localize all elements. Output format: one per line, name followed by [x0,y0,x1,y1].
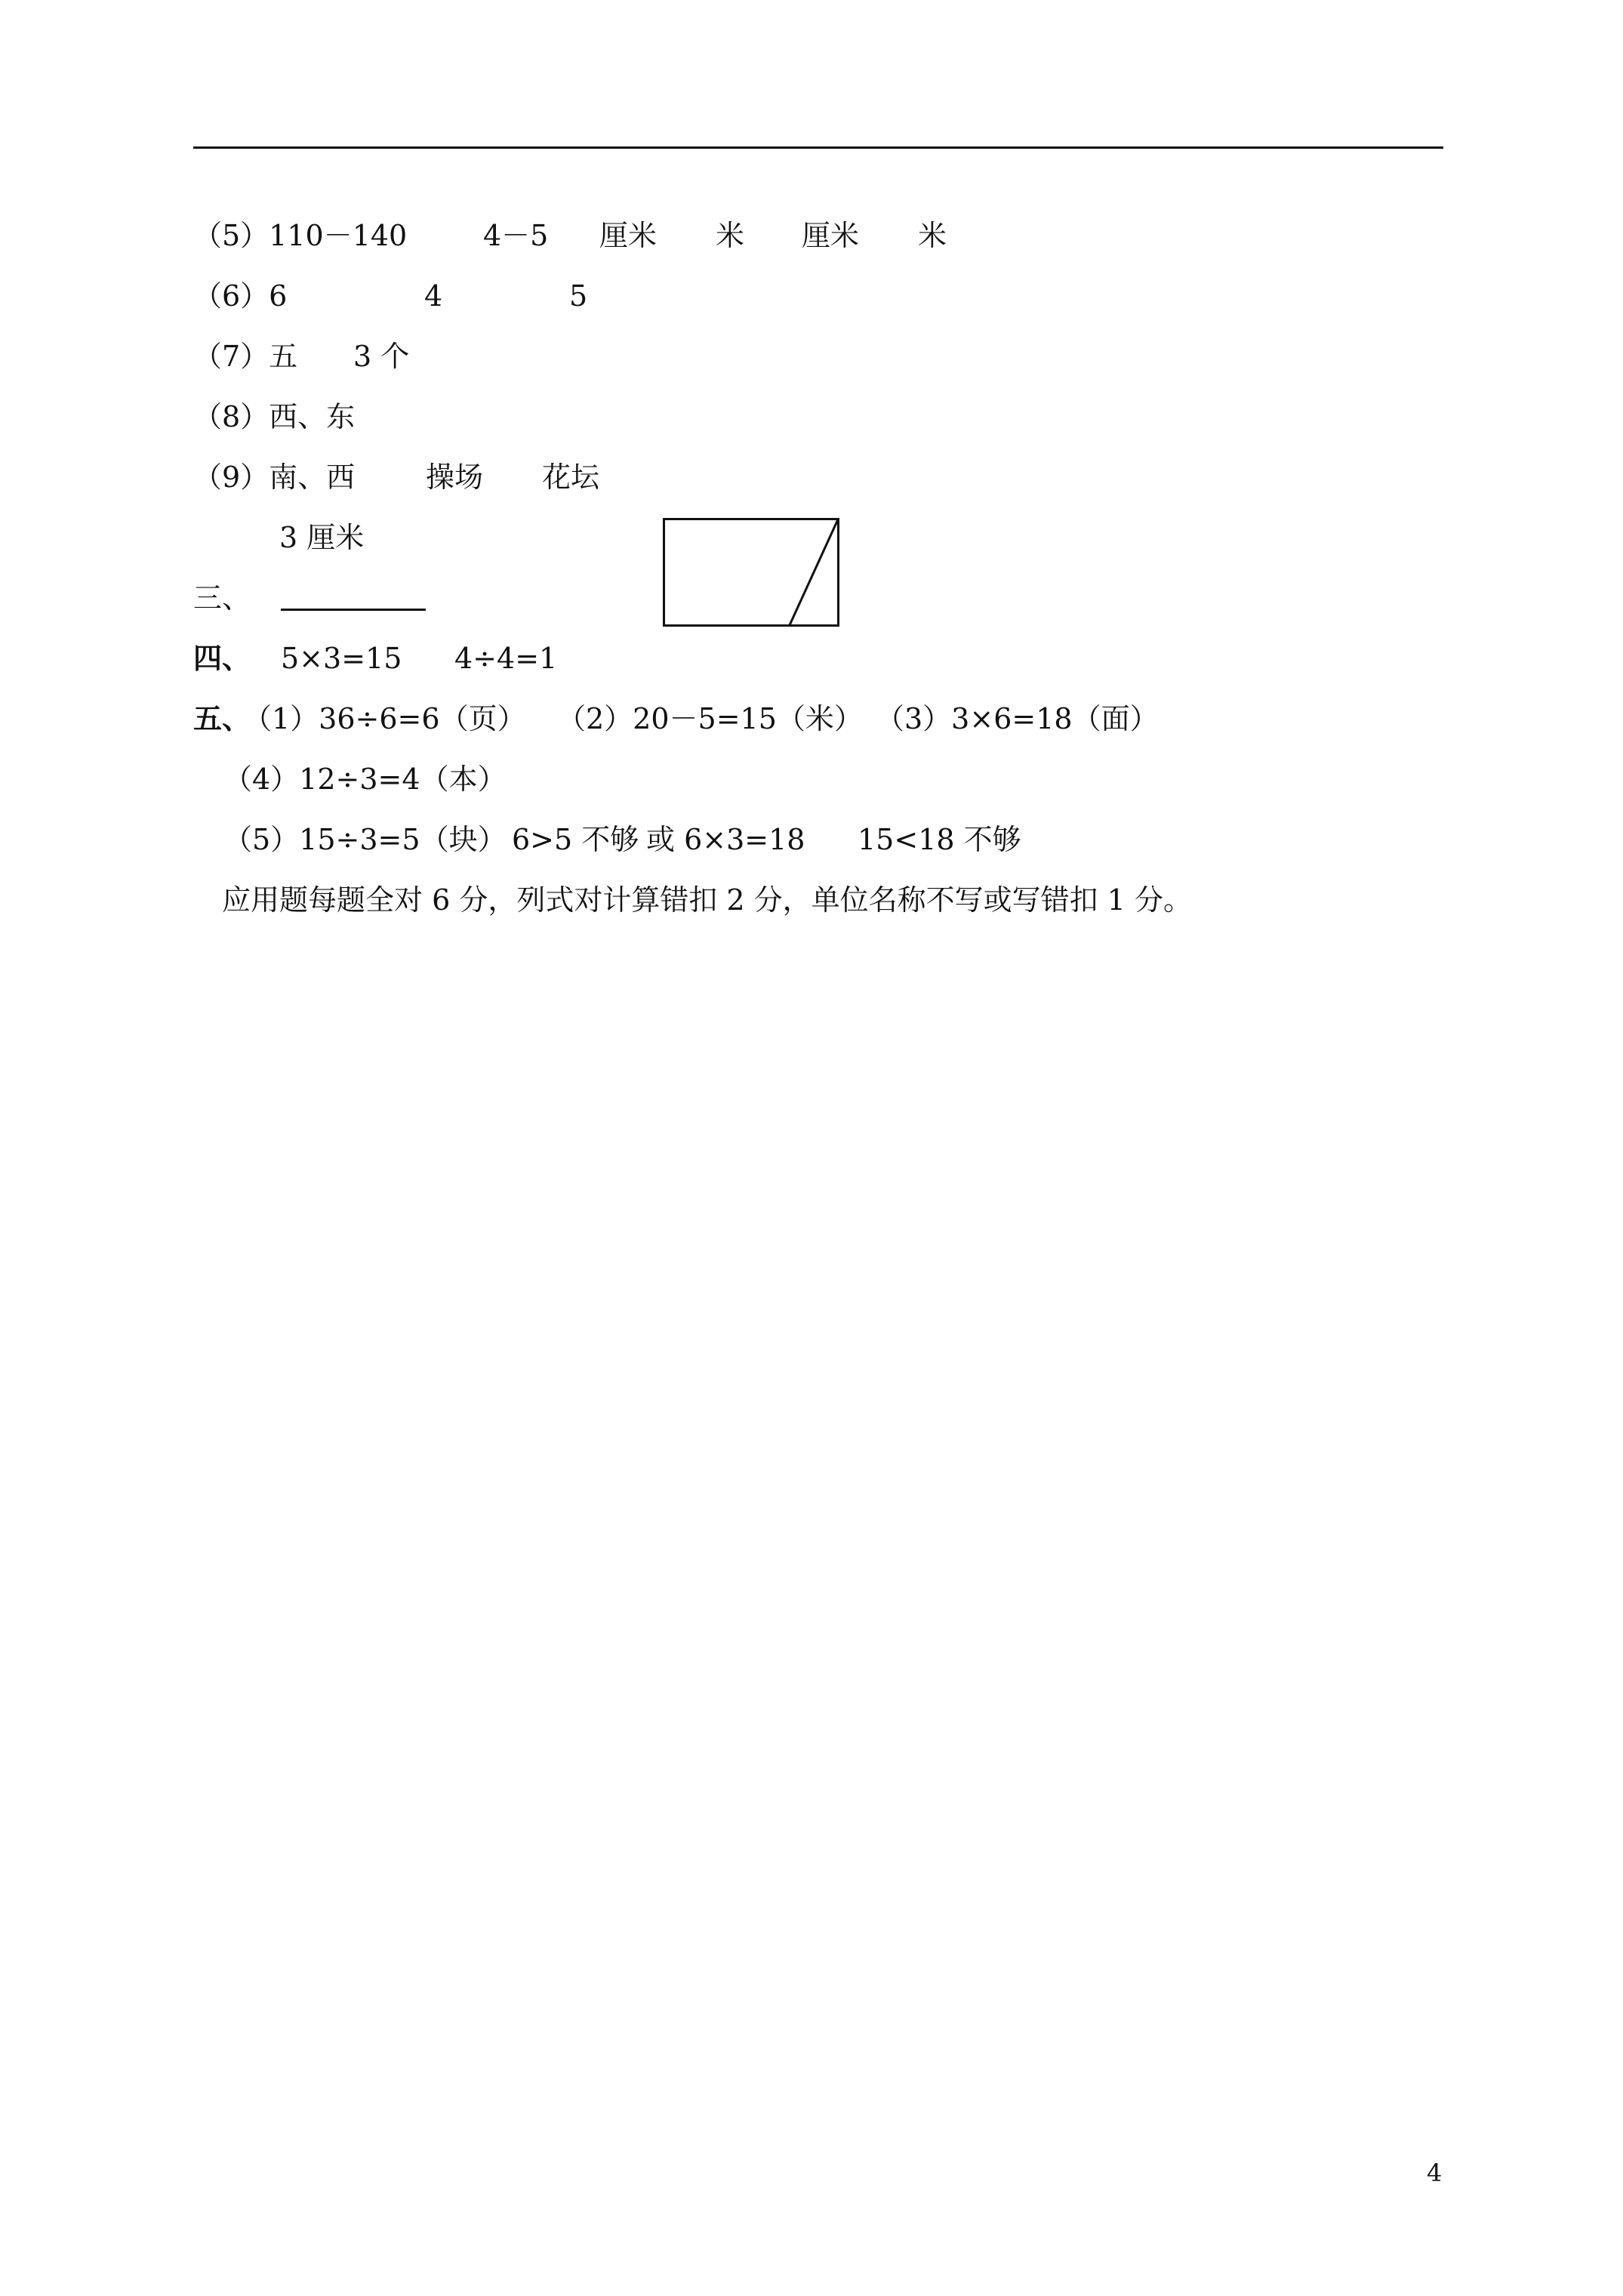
section-5-problem-2: （2）20－5=15（米） [557,702,863,735]
answer-5-unit-2: 米 [716,219,745,252]
answer-line-5 [193,213,1099,258]
section-5-label: 五、 [193,701,251,735]
section-5-line-1 [193,696,1250,741]
section-5-problem-3: （3）3×6=18（面） [876,702,1159,735]
section-5-line-3 [223,817,1205,862]
answer-line-8 [193,394,646,439]
scoring-note [222,877,1430,923]
answer-6-label: （6）6 [193,279,288,313]
answer-line-6 [193,273,797,319]
answer-6-value-2: 4 [424,279,443,313]
section-4-equation-1: 5×3=15 [281,642,402,675]
answer-7-label: （7）五 [193,340,298,373]
answer-9-value-2: 操场 [426,461,484,494]
answer-9-value-3: 花坛 [542,461,600,494]
header-rule [193,146,1443,149]
answer-5-label: （5）110－140 [193,219,408,252]
rectangle-figure [663,518,839,627]
section-5-problem-5-alt: 或 6×3=18 [646,823,805,856]
section-5-problem-5-compare: 6>5 不够 [512,823,639,856]
section-5-problem-4: （4）12÷3=4（本） [223,763,507,796]
answer-line-7 [193,334,646,379]
section-5-problem-5-alt-compare: 15<18 不够 [858,823,1021,856]
section-3 [193,575,344,621]
answer-line-9 [193,455,722,500]
answer-5-unit-4: 米 [918,219,947,252]
section-3-label: 三、 [193,581,251,615]
length-label-text: 3 厘米 [279,521,365,554]
section-4 [193,636,797,681]
section-5-problem-5: （5）15÷3=5（块） [223,823,507,856]
length-label [279,515,506,560]
section-4-equation-2: 4÷4=1 [454,642,558,675]
section-4-label: 四、 [193,641,251,675]
drawn-line-segment [281,609,426,611]
page-number: 4 [1427,2159,1443,2187]
answer-5-unit-3: 厘米 [802,219,860,252]
answer-6-value-3: 5 [569,279,588,313]
answer-5-value: 4－5 [483,219,549,252]
answer-5-unit-1: 厘米 [599,219,658,252]
section-5-line-2 [223,757,827,802]
rectangle-outline [664,519,839,626]
answer-9-label: （9）南、西 [193,461,356,494]
answer-7-value-2: 3 个 [353,340,410,373]
section-5-problem-1: （1）36÷6=6（页） [243,702,526,735]
dividing-line [790,519,838,625]
answer-8-label: （8）西、东 [193,400,356,433]
scoring-note-text: 应用题每题全对 6 分，列式对计算错扣 2 分，单位名称不写或写错扣 1 分。 [222,883,1193,917]
